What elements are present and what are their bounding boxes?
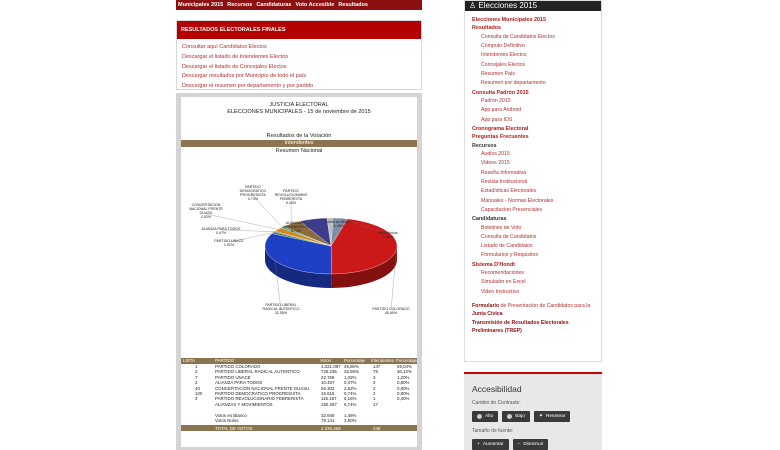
table-cell: 100 xyxy=(195,390,203,396)
results-panel-title: RESULTADOS ELECTORALES FINALES xyxy=(177,21,421,39)
table-cell: Votos Nulos xyxy=(215,417,239,423)
sidebar-item[interactable]: Concejales Electos xyxy=(481,61,526,68)
table-cell: 2 xyxy=(373,390,376,396)
sidebar-item[interactable]: Simulador en Excel xyxy=(481,279,526,286)
table-cell: 1.021.087 xyxy=(321,364,341,369)
table-cell: 75 xyxy=(373,369,378,375)
report-category: Intendentes xyxy=(181,140,417,147)
link-concejales-electos[interactable]: Descargar el listado de Concejales Electos xyxy=(182,63,287,70)
sidebar-item[interactable]: Manuales - Normas Electorales xyxy=(481,197,554,204)
font-size-label: Tamaño de fuente: xyxy=(472,428,514,434)
pie-label: PARTIDO REVOLUCIONARIO FEBRERISTA 5.16% xyxy=(274,189,308,205)
table-cell: 1,20% xyxy=(397,374,410,380)
contrast-low-label: Bajo xyxy=(515,414,525,419)
sidebar-item[interactable]: Resultados xyxy=(472,25,502,32)
table-header-cell: Votos xyxy=(320,358,331,363)
sidebar-item[interactable]: Candidaturas xyxy=(472,216,507,223)
table-cell: 17 xyxy=(373,401,378,407)
sidebar-item[interactable]: Cómputo Definitivo xyxy=(481,43,525,50)
table-cell: 0,80% xyxy=(397,380,410,386)
pie-label: CONCERTACION NACIONAL FRENTE GUASU 2.52% xyxy=(189,203,223,219)
sidebar-item[interactable]: Consulta de Candidatos xyxy=(481,233,537,240)
formulario-text: de Presentación de Candidatos para la xyxy=(499,303,591,310)
radio-icon xyxy=(507,414,512,419)
contrast-buttons xyxy=(472,411,594,422)
sidebar-item[interactable]: Cronograma Electoral xyxy=(472,125,529,132)
contrast-low-button[interactable] xyxy=(502,411,530,422)
results-panel xyxy=(176,20,422,90)
nav-voto-accesible[interactable]: Voto Accesible xyxy=(295,2,335,8)
table-cell: 16.615 xyxy=(321,390,335,396)
report-viewer xyxy=(176,93,422,450)
nav-municipales[interactable]: Municipales 2015 xyxy=(178,2,224,8)
table-cell: Votos en Blanco xyxy=(215,412,247,418)
sidebar-item[interactable]: Boletines de Voto xyxy=(481,224,522,231)
table-cell: 32,55% xyxy=(344,369,359,375)
table-cell: 56.302 xyxy=(321,385,335,391)
report-org: JUSTICIA ELECTORAL xyxy=(269,102,329,108)
contrast-high-button[interactable] xyxy=(472,411,498,422)
table-cell: 3 xyxy=(195,396,198,402)
pie-label: PARTIDO LIBERAL RADICAL AUTENTICO 32.55% xyxy=(262,303,300,315)
pie-label: PARTIDO DEMOCRATICO PROGRESISTA 0.74% xyxy=(239,185,267,201)
table-cell: 45,80% xyxy=(344,364,359,369)
sidebar-item[interactable]: Intendentes Electos xyxy=(481,52,527,59)
reset-icon: ✦ xyxy=(538,414,543,419)
contrast-label: Cambio de Contraste: xyxy=(472,400,521,406)
sidebar-item[interactable]: Padrón 2015 xyxy=(481,98,511,104)
table-header-cell: Porcentaje xyxy=(344,358,365,363)
sidebar-item[interactable]: Capacitacion Presenciales xyxy=(481,206,543,213)
sidebar-item[interactable]: Formularios y Requisitos xyxy=(481,252,539,259)
table-cell: 32.948 xyxy=(321,412,335,418)
sidebar-item[interactable]: Consulta de Candidatos Electos xyxy=(481,33,555,40)
table-total-cell: 249 xyxy=(373,425,381,431)
sidebar-item[interactable]: Videos 2015 xyxy=(481,160,510,167)
table-cell: 0,80% xyxy=(397,390,410,396)
table-cell: 59,04% xyxy=(397,364,412,369)
pie-label: PARTIDO COLORADO 45.80% xyxy=(372,307,410,315)
font-size-buttons xyxy=(472,439,594,450)
sidebar-item[interactable]: Resumen País xyxy=(481,71,516,77)
pie-label: ALIANZA PARA TODOS 0.47% xyxy=(201,227,241,235)
table-cell: PARTIDO LIBERAL RADICAL AUTENTICO xyxy=(215,369,300,375)
accessibility-panel xyxy=(464,372,602,450)
table-cell: 0,47% xyxy=(344,380,357,386)
table-total-row xyxy=(181,425,417,431)
nav-resultados[interactable]: Resultados xyxy=(338,2,368,8)
sidebar-item[interactable]: Elecciones Municipales 2015 xyxy=(472,17,547,23)
table-cell: 115.187 xyxy=(321,396,337,402)
table-cell: 3,50% xyxy=(344,417,357,423)
sidebar-item[interactable]: Resumen por departamento xyxy=(481,80,546,87)
sidebar-item[interactable]: Sistema D'Hondt xyxy=(472,261,515,268)
contrast-high-label: Alto xyxy=(485,414,494,419)
table-cell: 1,48% xyxy=(344,412,357,418)
formulario-bold: Formulario xyxy=(472,303,500,310)
table-cell: 40 xyxy=(195,385,200,391)
table-cell: PARTIDO REVOLUCIONARIO FEBRERISTA xyxy=(215,396,304,402)
sidebar-item[interactable]: Audios 2015 xyxy=(481,151,510,158)
radio-icon xyxy=(477,414,482,419)
sidebar-item[interactable]: Recomendaciones xyxy=(481,270,524,277)
table-total-cell: TOTAL DE VOTOS xyxy=(215,425,253,431)
table-cell: 3 xyxy=(373,374,376,380)
minus-icon: − xyxy=(517,442,521,447)
table-cell: 2 xyxy=(195,380,198,386)
font-increase-button[interactable] xyxy=(472,439,509,450)
sidebar-title-text: Elecciones 2015 xyxy=(478,1,538,10)
link-candidatos-electos[interactable]: Consultar aquí Candidatos Electos xyxy=(182,44,267,50)
report-sheet xyxy=(181,97,417,447)
table-cell: 0,74% xyxy=(344,390,357,396)
plus-icon: + xyxy=(477,442,480,447)
contrast-reset-button[interactable] xyxy=(534,411,571,422)
trep-link[interactable] xyxy=(465,320,601,335)
report-section: Resultados de la Votación xyxy=(266,133,332,139)
table-cell: 726.236 xyxy=(321,369,337,375)
contrast-reset-label: Resetear xyxy=(545,414,566,419)
sidebar-item[interactable]: Consulta Padrón 2015 xyxy=(472,89,529,96)
table-cell: ALIANZA PARA TODOS xyxy=(215,380,263,386)
pie-label: ALIANZAS Y MOVIMIENTOS 6.74% xyxy=(283,221,309,233)
table-cell: PARTIDO UNACE xyxy=(215,374,251,380)
sidebar-item[interactable]: Video Instructivo xyxy=(481,288,520,295)
nav-recursos[interactable]: Recursos xyxy=(227,2,253,8)
trep-text: Transmisión de Resultados Electorales Preliminares (TREP) xyxy=(472,320,569,334)
results-table xyxy=(181,358,417,431)
table-cell: 5,16% xyxy=(344,396,357,402)
table-cell: 2 xyxy=(373,385,376,391)
table-cell: 7 xyxy=(195,374,198,380)
sidebar-item[interactable]: Reseña Informativa xyxy=(481,169,526,176)
table-header-cell: PARTIDO xyxy=(215,358,235,363)
font-increase-label: Aumentar xyxy=(482,442,504,447)
sidebar-menu xyxy=(465,11,601,297)
sidebar xyxy=(464,0,602,362)
table-row xyxy=(181,418,417,423)
nav-candidaturas[interactable]: Candidaturas xyxy=(256,2,292,8)
table-cell: 10.457 xyxy=(321,380,335,386)
table-header-cell: Intendentes xyxy=(371,358,394,363)
sidebar-item[interactable]: App para IOS xyxy=(481,116,513,123)
formulario-link[interactable] xyxy=(465,303,601,318)
table-cell: ALIANZAS Y MOVIMIENTOS xyxy=(215,401,273,407)
table-cell: 0,40% xyxy=(397,396,410,402)
table-cell: 147 xyxy=(373,364,381,369)
table-cell: PARTIDO DEMOCRATICO PROGRESISTA xyxy=(215,390,301,396)
table-cell: 0,80% xyxy=(397,385,410,391)
link-resultados-municipio[interactable]: Descargar resultados por Municipio de todo el país xyxy=(182,73,307,80)
table-cell: CONCERTACION NACIONAL FRENTE GUASU xyxy=(215,385,310,391)
pie-label: Votos Nulos 3.50% xyxy=(378,231,398,239)
sidebar-item[interactable]: Preguntas Frecuentes xyxy=(472,134,529,141)
table-cell: 2 xyxy=(195,369,198,375)
table-header-cell: Porcentaje xyxy=(396,358,417,363)
sidebar-item[interactable]: Revista Institucional xyxy=(481,179,528,185)
results-pie-chart xyxy=(181,182,417,322)
top-navigation xyxy=(176,0,422,10)
table-cell: 6,74% xyxy=(344,401,357,407)
table-cell: 1 xyxy=(373,396,376,402)
font-decrease-label: Disminuir xyxy=(523,442,544,447)
sidebar-item[interactable]: Recursos xyxy=(472,142,497,149)
sidebar-item[interactable]: App para Android xyxy=(481,107,522,114)
report-election: ELECCIONES MUNICIPALES - 15 de noviembre de 2015 xyxy=(227,109,371,115)
trophy-icon: ♙ xyxy=(469,1,479,10)
accessibility-title: Accesibilidad xyxy=(472,384,522,394)
link-resumen-departamento[interactable]: Descargar el resumen por departamento y por partido xyxy=(182,83,314,90)
table-cell: 150.287 xyxy=(321,401,337,407)
results-links xyxy=(177,39,421,96)
pie-label: PARTIDO UNACE 1.02% xyxy=(214,239,244,247)
table-cell: 1,02% xyxy=(344,374,357,380)
sidebar-title xyxy=(465,1,601,11)
report-scope: Resumen Nacional xyxy=(275,148,323,154)
sidebar-item[interactable]: Estadísticas Electorales xyxy=(481,188,537,195)
link-intendentes-electos[interactable]: Descargar el listado de Intendentes Electos xyxy=(182,53,289,60)
pie-label: Votos en Blanco 1.48% xyxy=(326,220,352,228)
table-total-cell: 2.230.469 xyxy=(321,425,341,431)
font-decrease-button[interactable] xyxy=(513,439,549,450)
table-cell: 1 xyxy=(195,364,198,369)
sidebar-item[interactable]: Listado de Candidatos xyxy=(481,243,533,250)
table-cell: 30,12% xyxy=(397,369,412,375)
formulario-bold2: Junta Cívica xyxy=(472,310,503,317)
table-cell: 2 xyxy=(373,380,376,386)
table-cell: 2,52% xyxy=(344,385,357,391)
table-cell: 78.141 xyxy=(321,417,335,423)
table-cell: 22.769 xyxy=(321,374,335,380)
table-header-cell: LISTA xyxy=(183,358,195,363)
table-cell: PARTIDO COLORADO xyxy=(215,364,261,369)
